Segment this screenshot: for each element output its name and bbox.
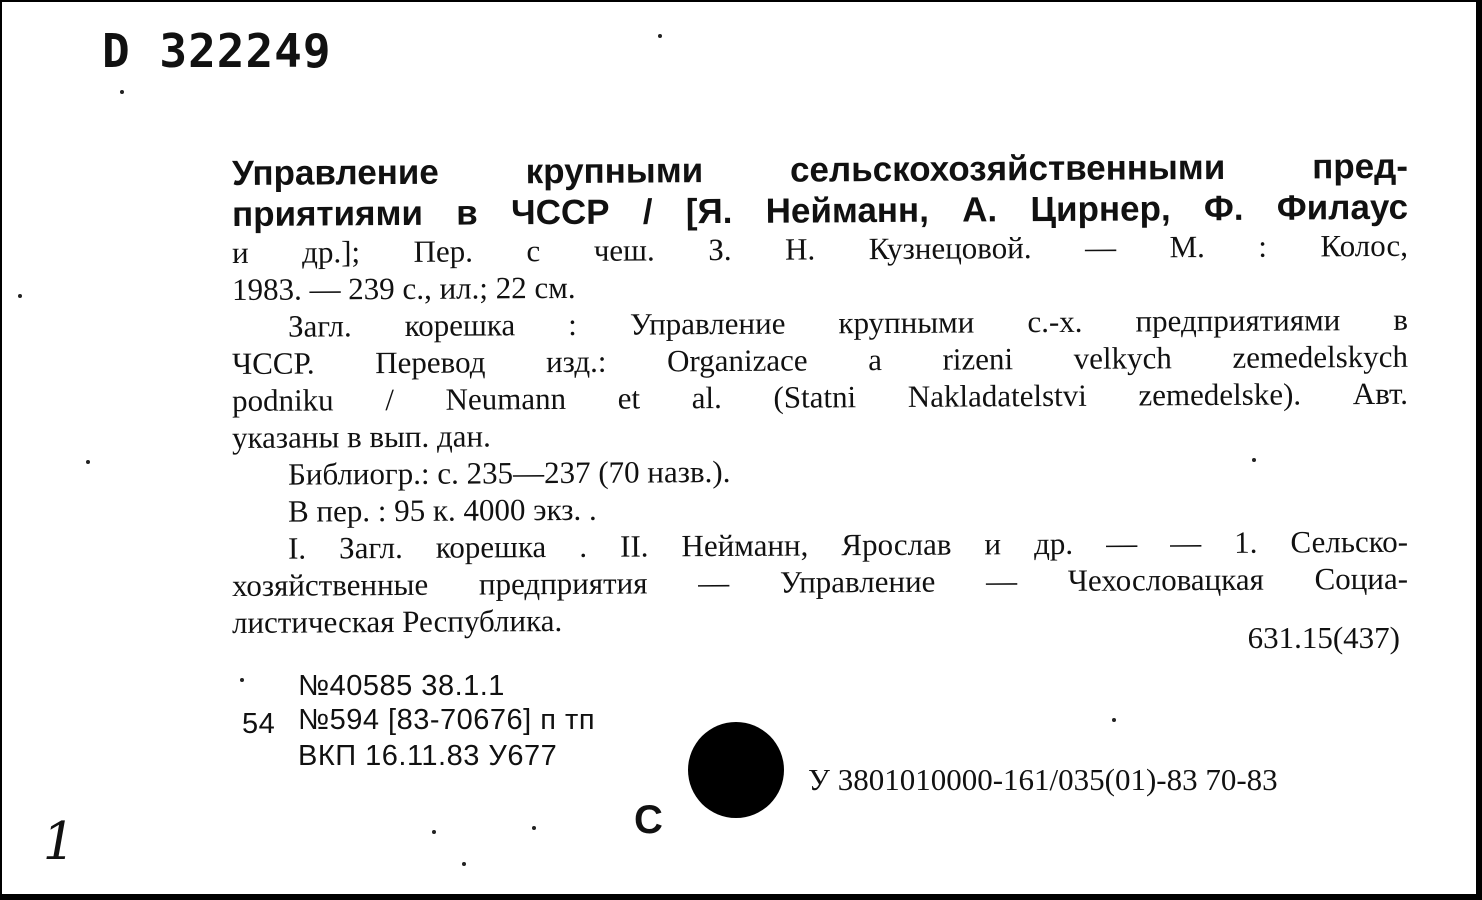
black-seal-dot <box>688 722 784 818</box>
record-line-10: В пер. : 95 к. 4000 экз. . <box>287 491 597 529</box>
record-line-5: Загл. корешка : Управление крупными с.-х. предприятиями в <box>287 301 1409 344</box>
speck <box>658 34 662 38</box>
bibliographic-record <box>231 146 1409 641</box>
record-line-8: указаны в вып. дан. <box>231 418 491 455</box>
speck <box>532 826 536 830</box>
speck <box>432 830 436 834</box>
meta-line-1: №40585 38.1.1 <box>298 670 505 702</box>
index-code: У 3801010000-161/035(01)-83 70-83 <box>808 762 1278 797</box>
speck <box>120 90 124 94</box>
record-line-7: podniku / Neumann et al. (Statni Nakladatelstvi zemedelske). Авт. <box>231 375 1409 418</box>
meta-prefix: 54 <box>242 708 276 740</box>
copyright-mark: С <box>634 798 663 842</box>
speck <box>240 678 244 682</box>
record-line-9: Библиогр.: с. 235—237 (70 назв.). <box>287 453 731 492</box>
speck <box>1112 718 1116 722</box>
inventory-number: D 322249 <box>102 24 332 78</box>
title-line-1: Управление крупными сельскохозяйственными пред- <box>231 146 1409 193</box>
speck <box>18 294 22 298</box>
meta-line-2: №594 [83-70676] п тп <box>298 704 596 736</box>
title-line-2: приятиями в ЧССР / [Я. Нейманн, А. Цирнер, Ф. Филаус <box>231 187 1409 234</box>
speck <box>1252 458 1256 462</box>
record-line-11: I. Загл. корешка . II. Нейманн, Ярослав и др. — — 1. Сельско- <box>287 523 1409 566</box>
speck <box>86 460 90 464</box>
handwritten-mark: 1 <box>36 812 81 872</box>
record-line-13: листическая Республика. <box>231 602 563 640</box>
record-line-6: ЧССР. Перевод изд.: Organizace a rizeni velkych zemedelskych <box>231 338 1409 381</box>
record-line-4: 1983. — 239 с., ил.; 22 см. <box>231 269 576 307</box>
record-line-3: и др.]; Пер. с чеш. З. Н. Кузнецовой. — М. : Колос, <box>231 227 1409 270</box>
record-line-12: хозяйственные предприятия — Управление — Чехословацкая Социа- <box>231 560 1409 603</box>
udc-code: 631.15(437) <box>1247 620 1400 655</box>
meta-line-3: ВКП 16.11.83 У677 <box>298 740 558 772</box>
speck <box>462 862 466 866</box>
catalog-card <box>2 2 1476 894</box>
